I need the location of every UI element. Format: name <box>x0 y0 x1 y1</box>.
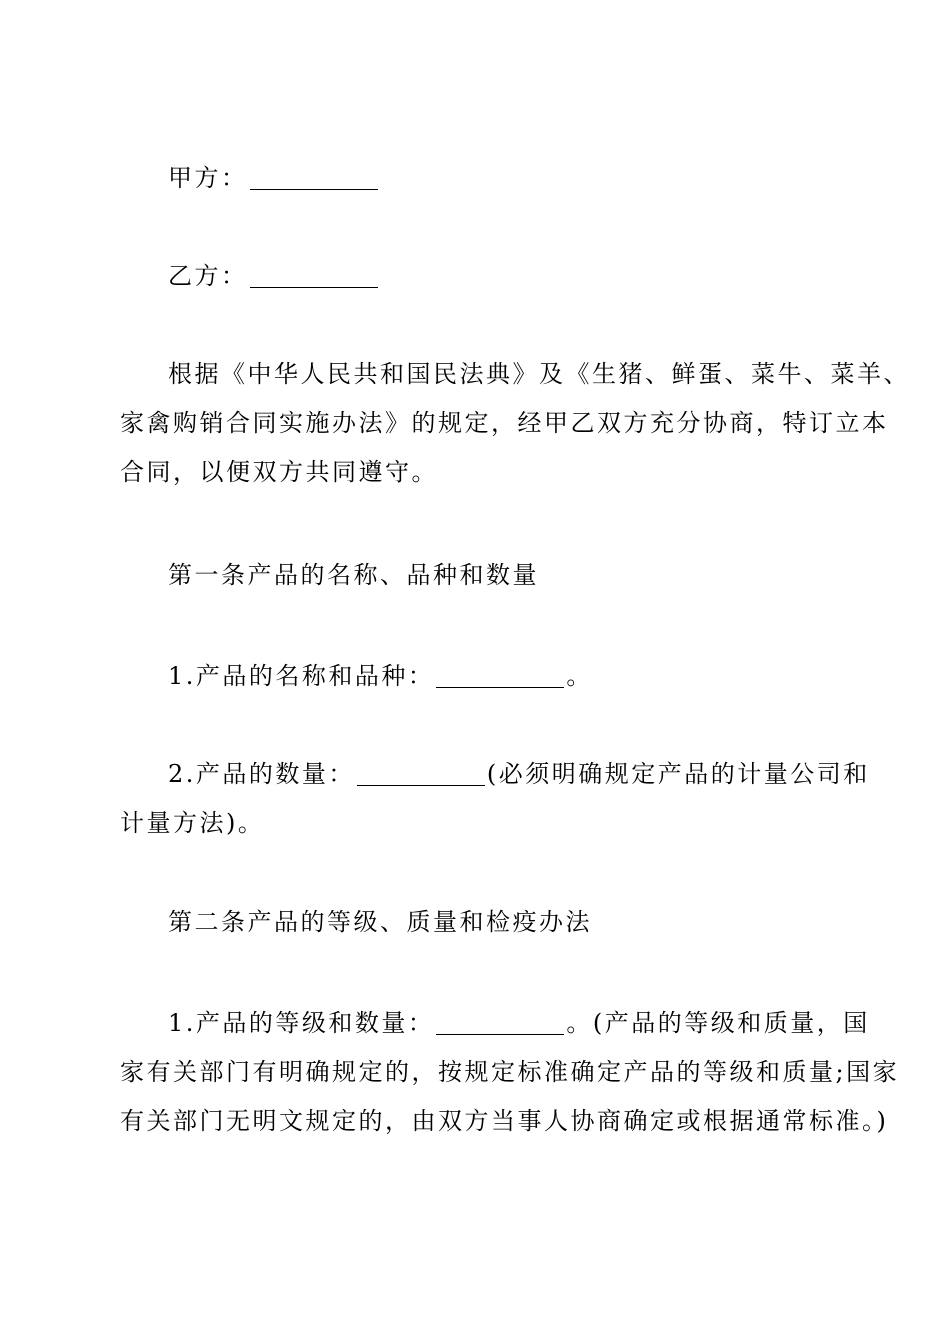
preamble-line-1: 根据《中华人民共和国民法典》及《生猪、鲜蛋、菜牛、菜羊、 <box>168 360 910 388</box>
party-a-line <box>120 154 840 203</box>
article-2-item-1-line-2: 家有关部门有明确规定的，按规定标准确定产品的等级和质量;国家 <box>120 1058 900 1086</box>
party-b-blank <box>250 267 378 288</box>
article-1-item-2-suffix: (必须明确规定产品的计量公司和 <box>486 760 870 788</box>
party-a-label: 甲方： <box>168 164 248 192</box>
article-2-item-1-suffix: 。(产品的等级和质量，国 <box>566 1009 870 1037</box>
article-1-item-2-text: 2.产品的数量： <box>168 760 355 788</box>
article-1-item-1-blank <box>436 667 564 688</box>
article-2-item-1-line-3: 有关部门无明文规定的，由双方当事人协商确定或根据通常标准。) <box>120 1107 889 1135</box>
party-b-label: 乙方： <box>168 262 248 290</box>
article-1-item-1-suffix: 。 <box>566 662 593 690</box>
article-1-item-2-blank <box>357 765 485 786</box>
article-1-heading <box>120 551 840 600</box>
article-2-item-1-text: 1.产品的等级和数量： <box>168 1009 435 1037</box>
preamble-paragraph <box>120 350 910 497</box>
article-1-item-2 <box>120 750 870 848</box>
party-b-line <box>120 252 840 301</box>
article-1-item-2-line-2: 计量方法)。 <box>120 809 265 837</box>
article-2-heading-text: 第二条产品的等级、质量和检疫办法 <box>168 908 592 936</box>
preamble-line-3: 合同，以便双方共同遵守。 <box>120 458 438 486</box>
article-1-item-1-text: 1.产品的名称和品种： <box>168 662 435 690</box>
article-2-heading <box>120 898 840 947</box>
article-2-item-1 <box>120 999 900 1146</box>
article-1-item-1 <box>120 652 840 701</box>
article-2-item-1-blank <box>436 1014 564 1035</box>
preamble-line-2: 家禽购销合同实施办法》的规定，经甲乙双方充分协商，特订立本 <box>120 409 889 437</box>
article-1-heading-text: 第一条产品的名称、品种和数量 <box>168 561 539 589</box>
party-a-blank <box>250 169 378 190</box>
